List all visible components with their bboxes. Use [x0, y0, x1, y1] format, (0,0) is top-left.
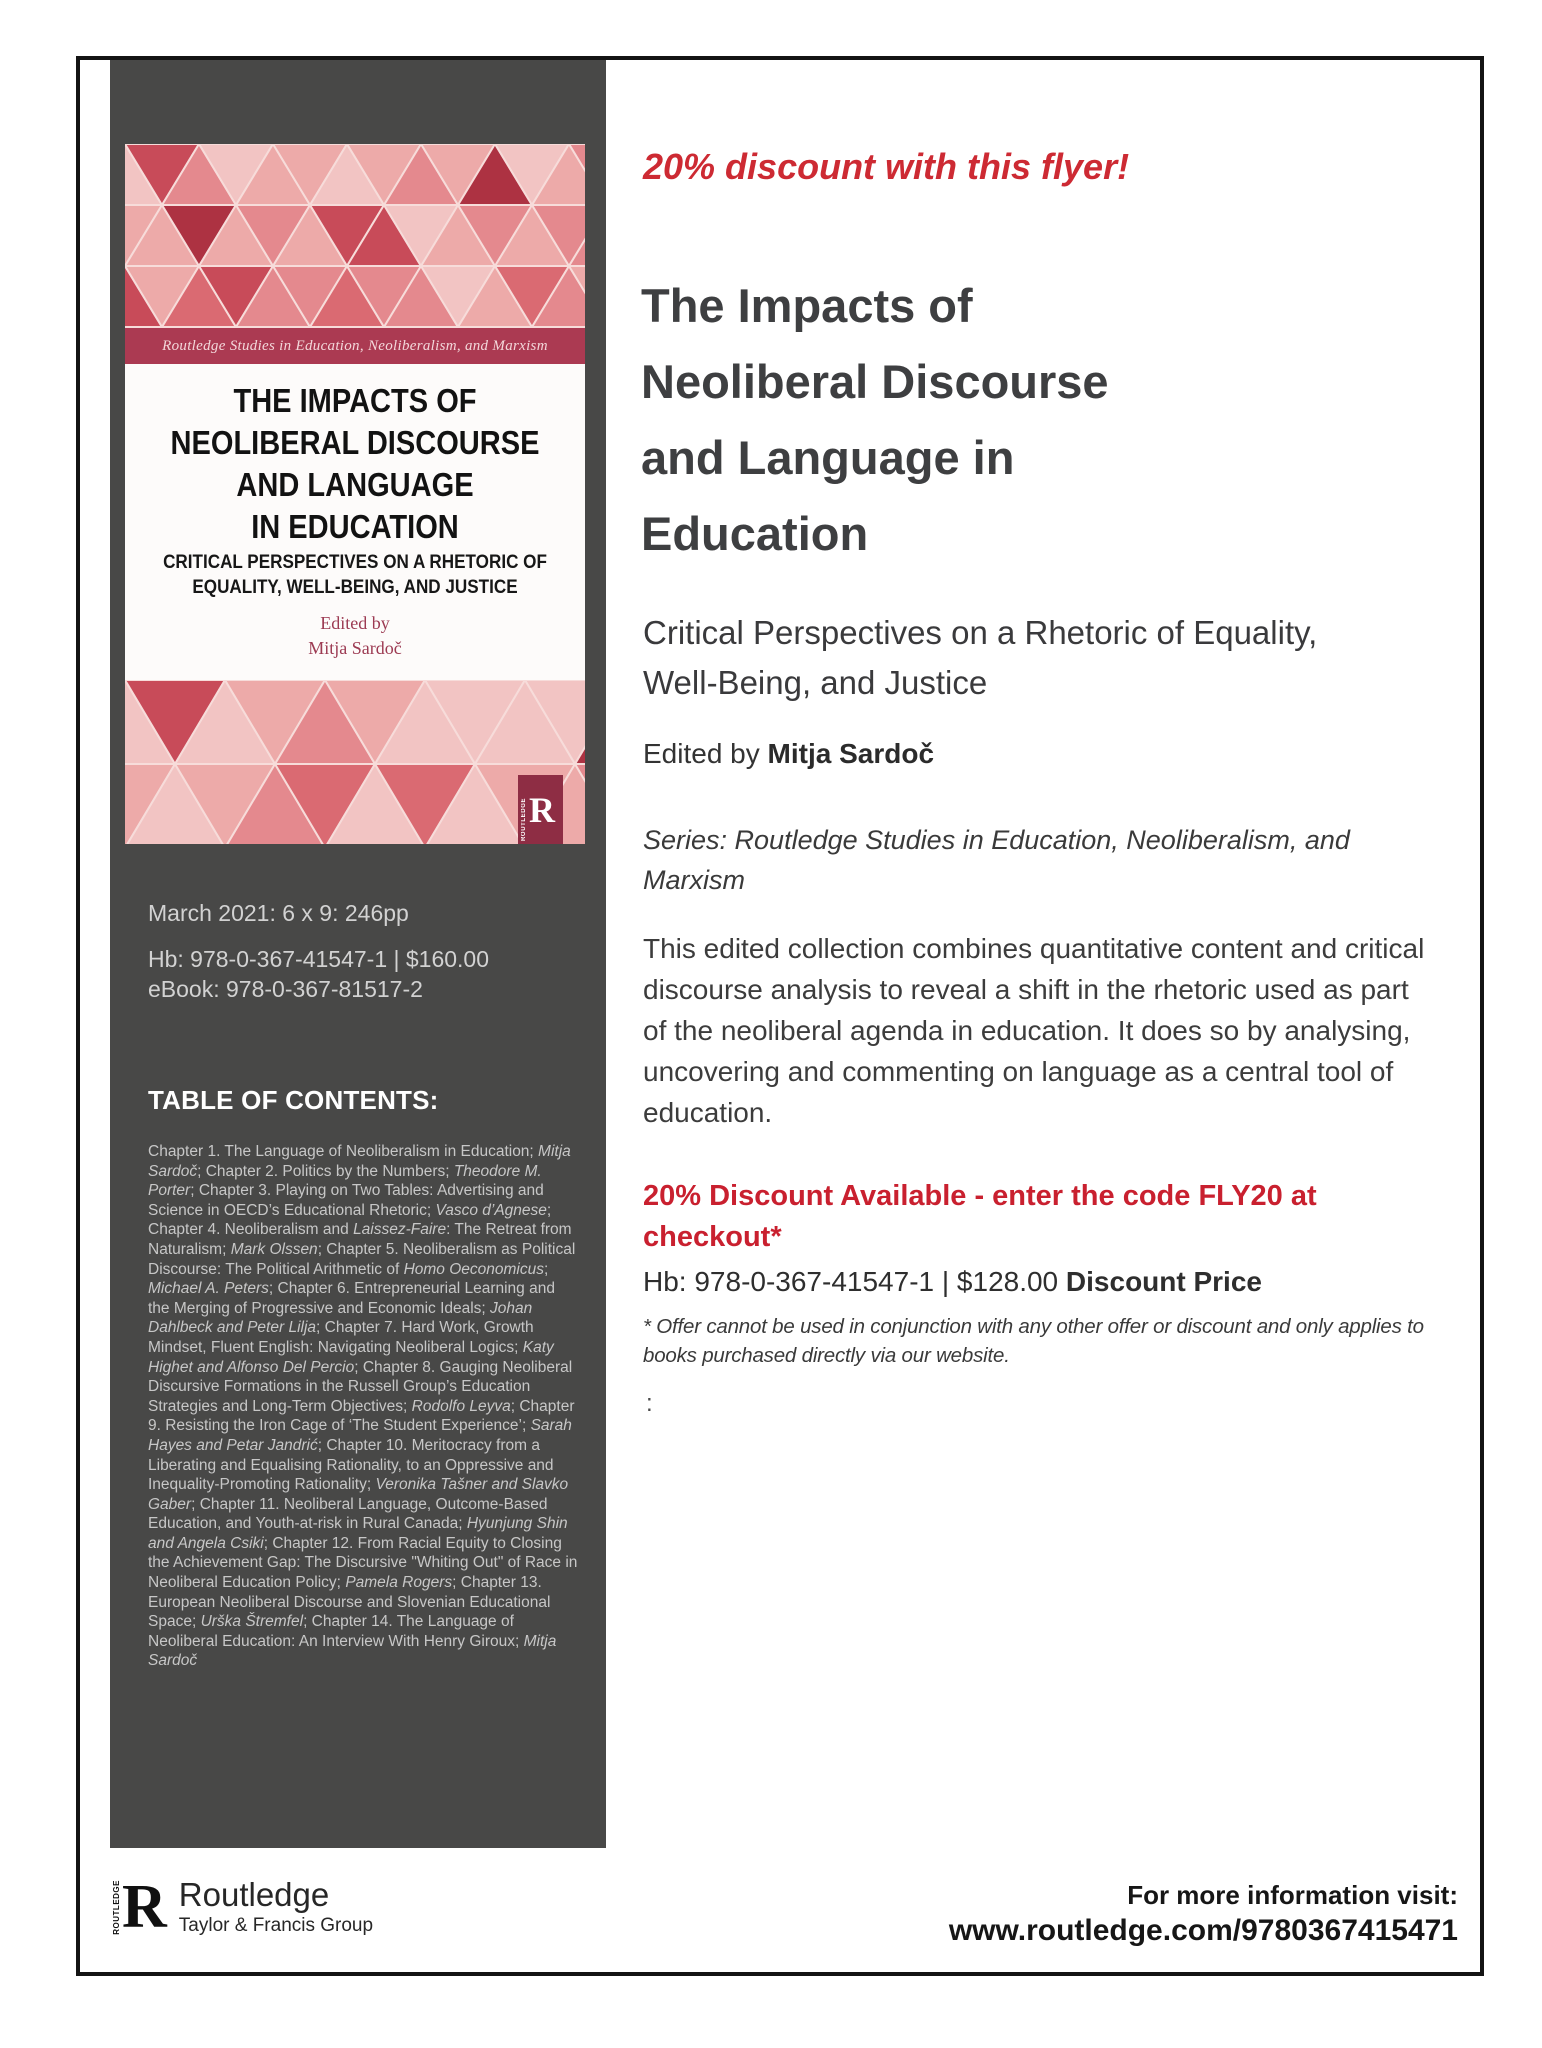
routledge-r-icon: R [122, 1873, 167, 1941]
routledge-logo-icon [112, 1873, 167, 1941]
series-line: Series: Routledge Studies in Education, Neoliberalism, and Marxism [643, 825, 1350, 895]
cover-pattern-top [125, 144, 585, 328]
more-info-block [949, 1878, 1458, 1950]
book-title: The Impacts of Neoliberal Discourse and Language in Education [641, 279, 1109, 560]
stray-colon: : [646, 1390, 653, 1417]
more-info-label: For more information visit: [1127, 1880, 1458, 1910]
taylor-francis-tagline: Taylor & Francis Group [178, 1915, 374, 1936]
routledge-name: Routledge [178, 1876, 330, 1913]
price-isbn: Hb: 978-0-367-41547-1 | $128.00 [643, 1266, 1066, 1297]
toc-body: Chapter 1. The Language of Neoliberalism in Education; Mitja Sardoč; Chapter 2. Politics by the Numbers; Theodore M. Porter; Chapter 3. Playing on Two Tables: Advertising and Science in OECD’s Educational Rhetoric; Vasco d’Agnese; Chapter 4. Neoliberalism and Laissez-Faire: The Retreat from Naturalism; Mark Olssen; Chapter 5. Neoliberalism as Political Discourse: The Political Arithmetic of Homo Oeconomicus; Michael A. Peters; Chapter 6. Entrepreneurial Learning and the Merging of Progressive and Economic Ideals; Johan Dahlbeck and Peter Lilja; Chapter 7. Hard Work, Growth Mindset, Fluent English: Navigating Neoliberal Logics; Katy Highet and Alfonso Del Percio; Chapter 8. Gauging Neoliberal Discursive Formations in the Russell Group’s Education Strategies and Long-Term Objectives; Rodolfo Leyva; Chapter 9. Resisting the Iron Cage of ‘The Student Experience’; Sarah Hayes and Petar Jandrić; Chapter 10. Meritocracy from a Liberating and Equalising Rationality, to an Oppressive and Inequality-Promoting Rationality; Veronika Tašner and Slavko Gaber; Chapter 11. Neoliberal Language, Outcome-Based Education, and Youth-at-risk in Rural Canada; Hyunjung Shin and Angela Csiki; Chapter 12. From Racial Equity to Closing the Achievement Gap: The Discursive "Whiting Out" of Race in Neoliberal Education Policy; Pamela Rogers; Chapter 13. European Neoliberal Discourse and Slovenian Educational Space; Urška Štremfel; Chapter 14. The Language of Neoliberal Education: An Interview With Henry Giroux; Mitja Sardoč [148, 1143, 578, 1670]
routledge-cover-logo [518, 775, 563, 844]
more-info-url[interactable]: www.routledge.com/9780367415471 [948, 1914, 1458, 1947]
discount-banner: 20% discount with this flyer! [643, 146, 1130, 187]
discount-price-label: Discount Price [1065, 1266, 1262, 1297]
table-of-contents [148, 1085, 580, 1671]
routledge-r-icon: R [529, 789, 555, 830]
book-description: This edited collection combines quantitative content and critical discourse analysis to reveal a shift in the rhetoric used as part of the neoliberal agenda in education. It does so by analysing, uncovering and commenting on language as a central tool of education. [643, 933, 1425, 1128]
cover-series-band [125, 328, 585, 364]
edited-by-line [643, 738, 934, 770]
routledge-footer-logo [112, 1873, 374, 1941]
discount-code-heading: 20% Discount Available - enter the code FLY20 at checkout* [643, 1180, 1317, 1253]
hardback-line: Hb: 978-0-367-41547-1 | $160.00 [148, 946, 490, 972]
book-cover [125, 144, 585, 844]
cover-pattern-bottom [125, 680, 585, 844]
cover-edited-by: Edited by Mitja Sardoč [308, 613, 402, 658]
cover-series-text: Routledge Studies in Education, Neoliberalism, and Marxism [162, 337, 548, 354]
routledge-logo-text [179, 1876, 373, 1938]
cover-subtitle: CRITICAL PERSPECTIVES ON A RHETORIC OF EQUALITY, WELL-BEING, AND JUSTICE [163, 552, 547, 598]
discount-price-line [643, 1266, 1262, 1298]
toc-heading: TABLE OF CONTENTS: [148, 1085, 439, 1115]
sidebar [110, 60, 606, 1848]
offer-note: * Offer cannot be used in conjunction with any other offer or discount and only applies to books purchased directly via our website. [643, 1315, 1424, 1367]
routledge-vertical-text: ROUTLEDGE [521, 797, 527, 841]
editor-name: Mitja Sardoč [767, 738, 935, 769]
routledge-vertical-text: ROUTLEDGE [112, 1879, 121, 1935]
edited-by-label: Edited by [643, 738, 768, 769]
cover-title: THE IMPACTS OF NEOLIBERAL DISCOURSE AND LANGUAGE IN EDUCATION [170, 382, 540, 545]
ebook-line: eBook: 978-0-367-81517-2 [148, 976, 423, 1002]
format-line: March 2021: 6 x 9: 246pp [148, 900, 409, 926]
book-subtitle: Critical Perspectives on a Rhetoric of Equality, Well-Being, and Justice [643, 614, 1318, 701]
publication-details [148, 898, 489, 1004]
